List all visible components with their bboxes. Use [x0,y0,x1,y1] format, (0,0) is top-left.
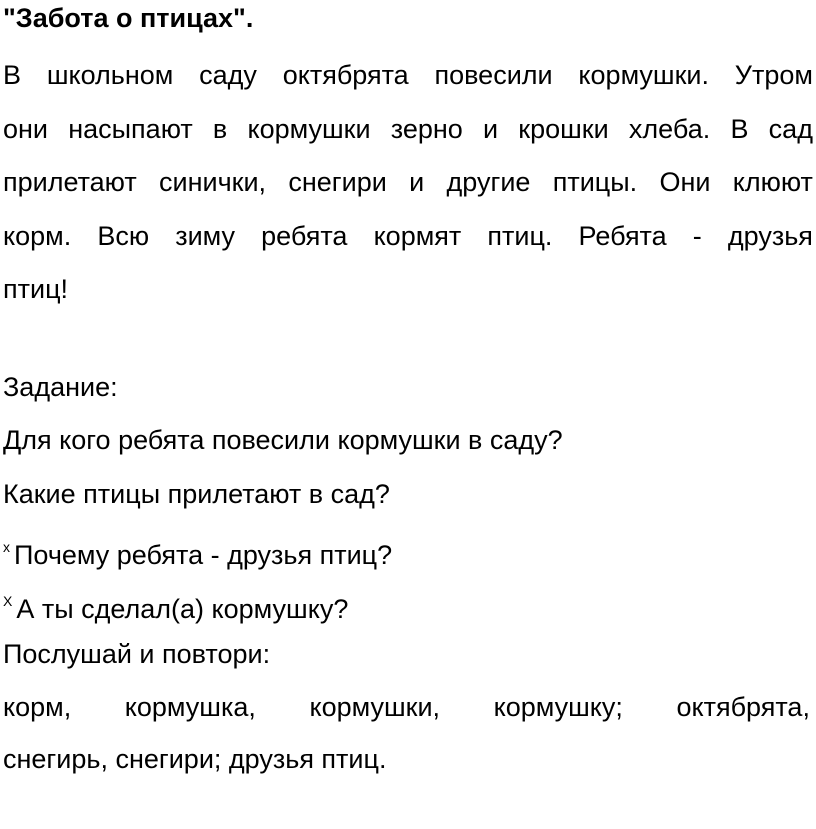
story-word: кормят [373,220,462,251]
story-word: Утром [734,60,813,90]
repeat-word: кормушку; [493,692,623,722]
story-line [3,156,813,210]
story-word: зиму [175,220,236,251]
story-word: птицы. [552,167,638,197]
story-word: В [3,60,22,90]
story-word: крошки [518,113,609,144]
bullet-mark: х [3,539,10,555]
story-word: кормушки. [578,60,709,90]
task-question-4 [3,583,348,627]
story-word: сад [768,113,813,144]
story-word: прилетают [3,167,137,197]
story-word: и [409,167,425,197]
task-question-3-text: Почему ребята - друзья птиц? [14,540,393,570]
bullet-mark: Х [3,593,13,609]
story-line [3,49,813,103]
story-word: кормушки [247,113,371,144]
story-word: корм. [3,220,72,251]
task-question-3 [3,529,392,573]
story-word: саду [199,60,257,90]
story-word: и [483,113,499,144]
story-word: синички, [159,167,267,197]
task-question-1: Для кого ребята повесили кормушки в саду? [3,425,563,455]
story-word: В [730,113,749,144]
repeat-word: октябрята, [676,692,810,722]
repeat-word: кормушка, [124,692,256,722]
task-question-2: Какие птицы прилетают в сад? [3,479,390,509]
story-line [3,103,813,157]
story-title: "Забота о птицах". [3,3,254,33]
story-word: клюют [732,167,813,197]
story-word: в [212,113,228,144]
story-line [3,210,813,264]
story-word: Всю [97,220,150,251]
task-question-4-text: А ты сделал(а) кормушку? [16,594,349,624]
story-last-line: птиц! [3,274,69,304]
story-word: насыпают [68,113,193,144]
repeat-heading: Послушай и повтори: [3,639,271,669]
story-word: они [3,113,49,144]
story-word: октябрята [282,60,409,90]
story-word: школьном [46,60,174,90]
story-word: друзья [727,220,813,251]
story-word: ребята [261,220,348,251]
story-word: снегири [288,167,387,197]
repeat-words-line-2: снегирь, снегири; друзья птиц. [3,744,387,774]
story-word: Они [659,167,711,197]
story-word: другие [446,167,531,197]
story-word: зерно [390,113,463,144]
story-word: хлеба. [628,113,711,144]
story-word: Ребята [578,220,667,251]
story-paragraph [3,49,813,317]
repeat-word: кормушки, [309,692,441,722]
story-word: - [692,220,702,251]
repeat-words-line-1 [3,689,810,725]
story-word: птиц. [487,220,553,251]
story-word: повесили [434,60,553,90]
task-heading: Задание: [3,372,118,402]
repeat-word: корм, [3,692,72,722]
